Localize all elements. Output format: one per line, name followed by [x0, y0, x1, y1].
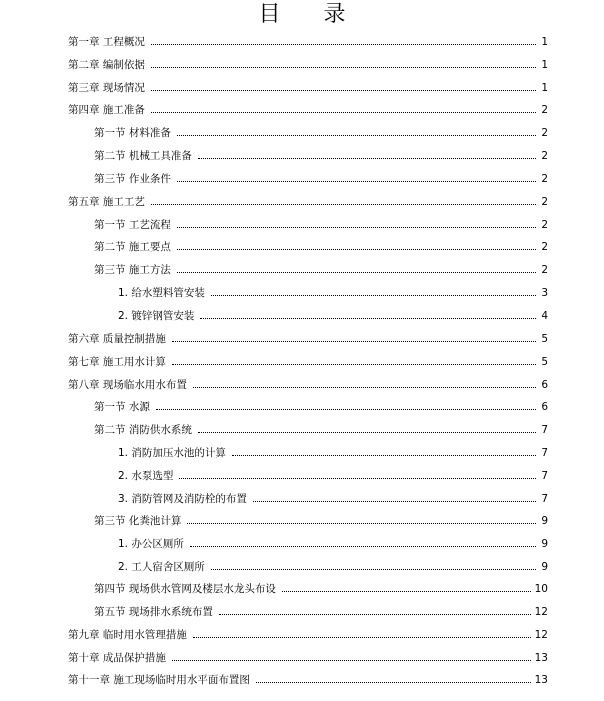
toc-entry[interactable]: [68, 56, 548, 72]
toc-entry[interactable]: [94, 238, 548, 254]
toc-entry-title: 第十章 成品保护措施: [68, 652, 166, 664]
toc-leader-dots: [253, 490, 536, 502]
toc-page-number: 2: [541, 219, 548, 231]
toc-page-number: 2: [541, 196, 548, 208]
toc-entry[interactable]: [68, 353, 548, 369]
toc-leader-dots: [198, 421, 536, 433]
toc-entry-title: 第三章 现场情况: [68, 82, 145, 94]
toc-page-number: 7: [541, 424, 548, 436]
toc-entry[interactable]: [94, 261, 548, 277]
toc-page-number: 13: [534, 652, 548, 664]
toc-leader-dots: [211, 284, 536, 296]
toc-entry[interactable]: [94, 512, 548, 528]
toc-page-number: 5: [541, 333, 548, 345]
toc-leader-dots: [232, 444, 536, 456]
toc-page-number: 6: [541, 379, 548, 391]
toc-entry[interactable]: [68, 671, 548, 687]
toc-leader-dots: [198, 147, 536, 159]
toc-entry[interactable]: [94, 603, 548, 619]
toc-entry-title: 第一节 材料准备: [94, 127, 171, 139]
toc-leader-dots: [282, 580, 531, 592]
toc-leader-dots: [193, 376, 536, 388]
toc-entry[interactable]: [68, 330, 548, 346]
toc-leader-dots: [172, 330, 536, 342]
toc-entry-title: 第三节 化粪池计算: [94, 515, 182, 527]
toc-entry-title: 第三节 作业条件: [94, 173, 171, 185]
toc-leader-dots: [151, 193, 536, 205]
toc-entry[interactable]: [68, 376, 548, 392]
toc-page-number: 7: [541, 493, 548, 505]
toc-entry-title: 第四章 施工准备: [68, 104, 145, 116]
toc-entry-title: 2. 镀锌钢管安装: [118, 310, 195, 322]
toc-entry[interactable]: [94, 124, 548, 140]
toc-entry-title: 第二节 施工要点: [94, 241, 171, 253]
toc-entry-title: 第六章 质量控制措施: [68, 333, 166, 345]
toc-entry-title: 第九章 临时用水管理措施: [68, 629, 187, 641]
toc-entry-title: 2. 工人宿舍区厕所: [118, 561, 205, 573]
toc-entry[interactable]: [68, 626, 548, 642]
toc-entry-title: 第二节 消防供水系统: [94, 424, 192, 436]
toc-leader-dots: [256, 671, 531, 683]
toc-leader-dots: [200, 307, 536, 319]
toc-leader-dots: [151, 79, 536, 91]
toc-page-number: 2: [541, 127, 548, 139]
toc-leader-dots: [211, 558, 536, 570]
toc-entry-title: 1. 消防加压水池的计算: [118, 447, 226, 459]
toc-leader-dots: [177, 216, 536, 228]
toc-entry-title: 第一节 工艺流程: [94, 219, 171, 231]
toc-page-number: 2: [541, 104, 548, 116]
toc-entry-title: 1. 办公区厕所: [118, 538, 184, 550]
toc-page-number: 1: [541, 36, 548, 48]
toc-entry[interactable]: [68, 193, 548, 209]
toc-page-number: 9: [541, 561, 548, 573]
toc-entry[interactable]: [118, 490, 548, 506]
toc-entry[interactable]: [94, 147, 548, 163]
toc-leader-dots: [193, 626, 531, 638]
toc-leader-dots: [187, 512, 536, 524]
toc-entry[interactable]: [94, 421, 548, 437]
toc-entry[interactable]: [68, 101, 548, 117]
toc-page-number: 9: [541, 515, 548, 527]
toc-leader-dots: [151, 33, 536, 45]
toc-entry-title: 第一章 工程概况: [68, 36, 145, 48]
toc-leader-dots: [177, 238, 536, 250]
toc-entry[interactable]: [118, 284, 548, 300]
toc-entry-title: 第一节 水源: [94, 401, 150, 413]
toc-entry[interactable]: [68, 79, 548, 95]
toc-leader-dots: [172, 353, 536, 365]
toc-page-number: 12: [534, 629, 548, 641]
toc-page-number: 1: [541, 82, 548, 94]
toc-entry-title: 第二节 机械工具准备: [94, 150, 192, 162]
toc-leader-dots: [151, 56, 536, 68]
toc-page-number: 13: [534, 674, 548, 686]
toc-leader-dots: [179, 467, 536, 479]
toc-entry[interactable]: [94, 170, 548, 186]
toc-entry[interactable]: [68, 649, 548, 665]
toc-leader-dots: [172, 649, 531, 661]
toc-leader-dots: [177, 261, 536, 273]
toc-entry[interactable]: [94, 580, 548, 596]
toc-entry-title: 第八章 现场临水用水布置: [68, 379, 187, 391]
toc-leader-dots: [177, 170, 536, 182]
toc-page-number: 12: [534, 606, 548, 618]
toc-page-number: 4: [541, 310, 548, 322]
toc-page-number: 5: [541, 356, 548, 368]
toc-page-number: 10: [534, 583, 548, 595]
toc-leader-dots: [177, 124, 536, 136]
toc-leader-dots: [151, 101, 536, 113]
toc-page-number: 7: [541, 470, 548, 482]
toc-entry-title: 2. 水泵选型: [118, 470, 174, 482]
toc-page-number: 9: [541, 538, 548, 550]
toc-page-number: 1: [541, 59, 548, 71]
toc-page-number: 2: [541, 264, 548, 276]
toc-entry-title: 第二章 编制依据: [68, 59, 145, 71]
toc-page-number: 7: [541, 447, 548, 459]
toc-entry-title: 3. 消防管网及消防栓的布置: [118, 493, 247, 505]
toc-entry-title: 第五章 施工工艺: [68, 196, 145, 208]
toc-entry[interactable]: [68, 33, 548, 49]
toc-leader-dots: [156, 398, 536, 410]
toc-entry[interactable]: [118, 444, 548, 460]
toc-page-number: 3: [541, 287, 548, 299]
toc-entry[interactable]: [118, 558, 548, 574]
toc-page-number: 2: [541, 150, 548, 162]
toc-entry[interactable]: [118, 307, 548, 323]
toc-entry-title: 第四节 现场供水管网及楼层水龙头布设: [94, 583, 276, 595]
toc-entry-title: 第七章 施工用水计算: [68, 356, 166, 368]
toc-page-number: 6: [541, 401, 548, 413]
toc-entry-title: 1. 给水塑料管安装: [118, 287, 205, 299]
toc-entry-title: 第十一章 施工现场临时用水平面布置图: [68, 674, 250, 686]
toc-page-number: 2: [541, 241, 548, 253]
toc-page-number: 2: [541, 173, 548, 185]
toc-entry[interactable]: [94, 216, 548, 232]
toc-entry[interactable]: [94, 398, 548, 414]
toc-entry[interactable]: [118, 535, 548, 551]
page-title: 目 录: [258, 2, 364, 27]
toc-entry-title: 第五节 现场排水系统布置: [94, 606, 213, 618]
toc-entry[interactable]: [118, 467, 548, 483]
toc-leader-dots: [219, 603, 531, 615]
toc-leader-dots: [190, 535, 536, 547]
toc-entry-title: 第三节 施工方法: [94, 264, 171, 276]
